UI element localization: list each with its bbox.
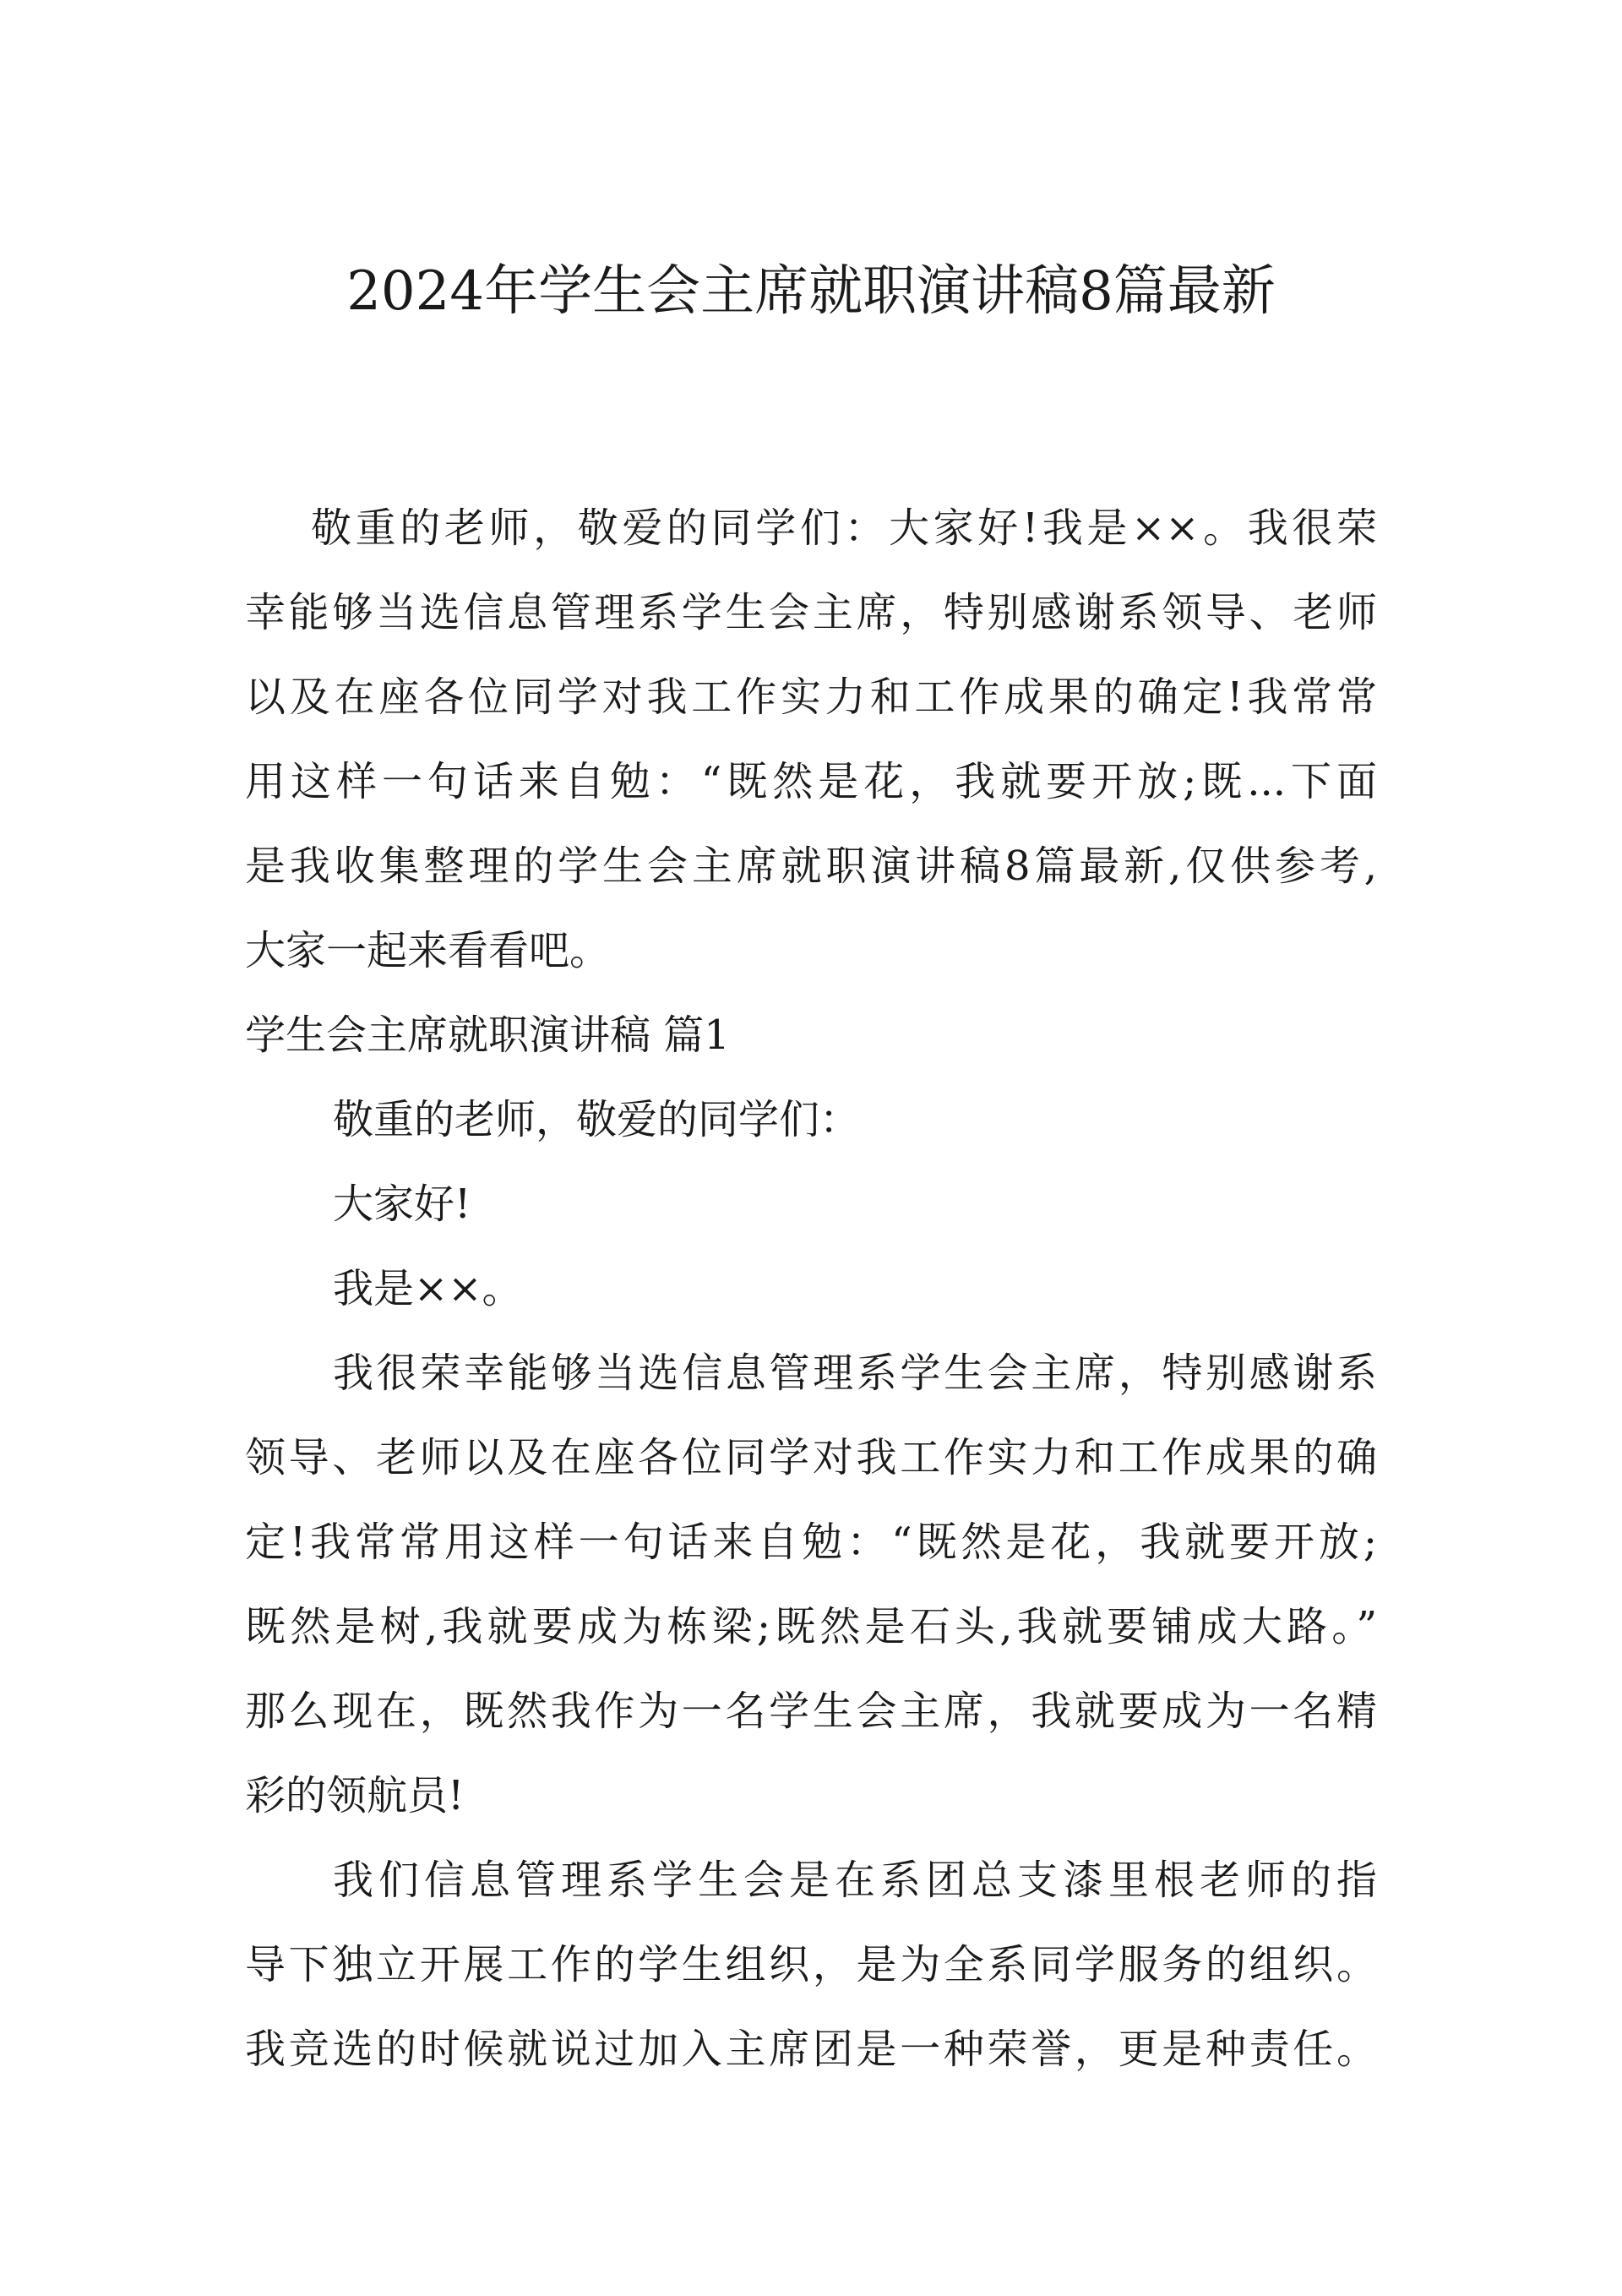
text-line: 领导、老师以及在座各位同学对我工作实力和工作成果的确 — [245, 1434, 1377, 1481]
text-line: 彩的领航员! — [245, 1772, 465, 1819]
body-paragraph — [245, 1838, 1377, 2091]
text-line: 敬重的老师，敬爱的同学们：大家好!我是××。我很荣 — [311, 504, 1377, 552]
text-line: 幸能够当选信息管理系学生会主席，特别感谢系领导、老师 — [245, 589, 1377, 636]
text-line: 是我收集整理的学生会主席就职演讲稿8篇最新,仅供参考, — [245, 843, 1377, 890]
text-line: 我们信息管理系学生会是在系团总支漆里根老师的指 — [333, 1857, 1377, 1904]
text-line: 那么现在，既然我作为一名学生会主席，我就要成为一名精 — [245, 1688, 1377, 1735]
text-line: 以及在座各位同学对我工作实力和工作成果的确定!我常常 — [245, 674, 1377, 721]
greeting-line: 敬重的老师，敬爱的同学们： — [333, 1096, 861, 1143]
document-title: 2024年学生会主席就职演讲稿8篇最新 — [346, 260, 1276, 323]
text-line: 我竞选的时候就说过加入主席团是一种荣誉，更是种责任。 — [245, 2026, 1377, 2073]
text-line: 导下独立开展工作的学生组织，是为全系同学服务的组织。 — [245, 1941, 1377, 1988]
greeting-line: 大家好! — [333, 1181, 471, 1228]
text-line: 定!我常常用这样一句话来自勉：“既然是花，我就要开放; — [245, 1519, 1377, 1566]
text-line: 我很荣幸能够当选信息管理系学生会主席，特别感谢系 — [333, 1350, 1377, 1397]
body-paragraph — [245, 1331, 1377, 1838]
greeting-block — [245, 1077, 1377, 1331]
document-body — [245, 486, 1377, 2091]
intro-paragraph — [245, 486, 1377, 993]
section-heading: 学生会主席就职演讲稿 篇1 — [245, 1012, 730, 1059]
text-line: 大家一起来看看吧。 — [245, 927, 611, 974]
text-line: 既然是树,我就要成为栋梁;既然是石头,我就要铺成大路。” — [245, 1603, 1377, 1650]
greeting-line: 我是××。 — [333, 1265, 523, 1312]
text-line: 用这样一句话来自勉：“既然是花，我就要开放;既...下面 — [245, 758, 1377, 805]
